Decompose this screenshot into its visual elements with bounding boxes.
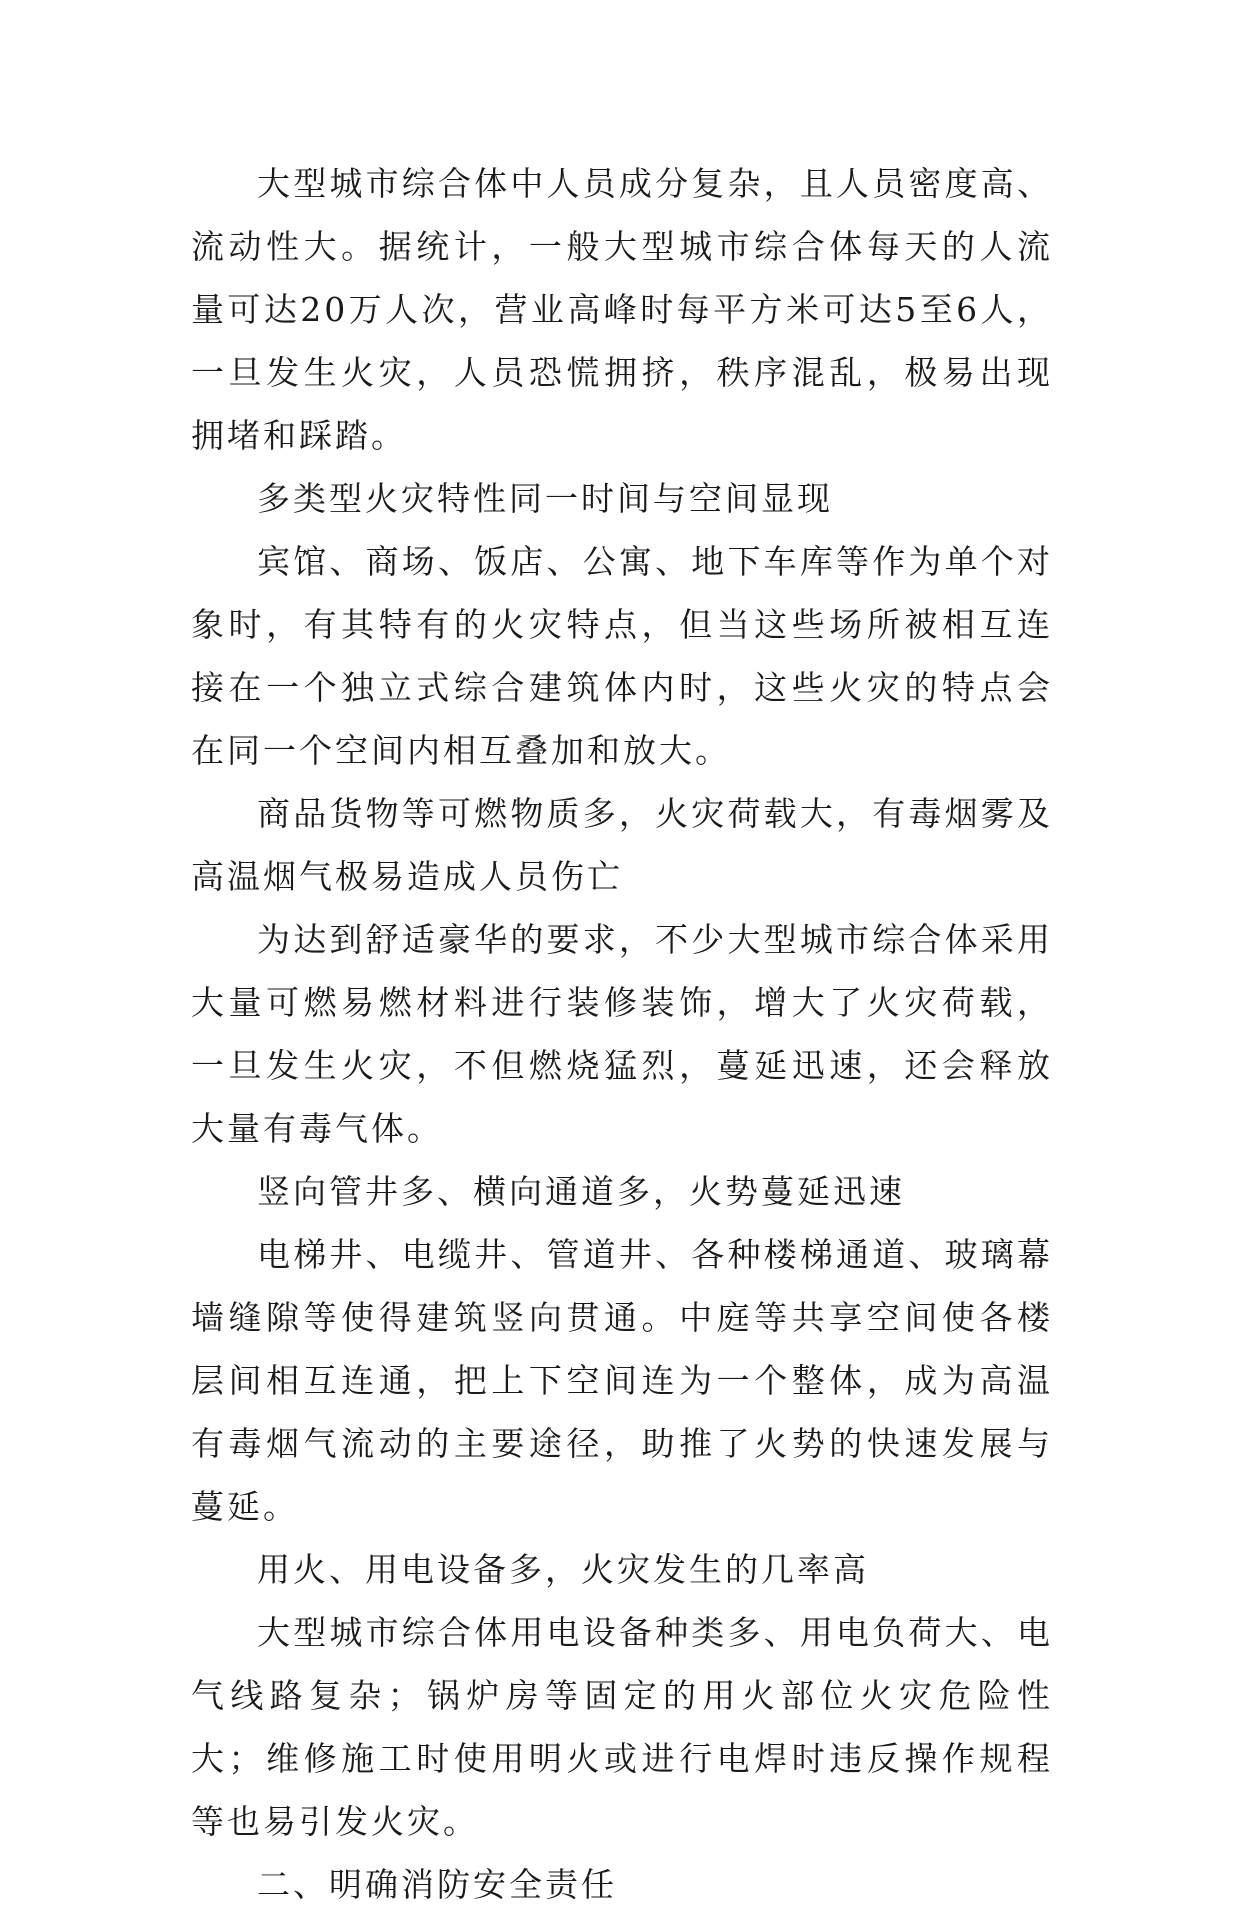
paragraph-crowd-density: 大型城市综合体中人员成分复杂，且人员密度高、流动性大。据统计，一般大型城市综合体每天的人流量可达20万人次，营业高峰时每平方米可达5至6人，一旦发生火灾，人员恐慌拥挤，秩序混乱，极易出现拥堵和踩踏。 [191, 164, 1053, 455]
heading-fire-electric-equipment: 用火、用电设备多，火灾发生的几率高 [257, 1550, 869, 1589]
heading-combustible-load: 商品货物等可燃物质多，火灾荷载大，有毒烟雾及高温烟气极易造成人员伤亡 [191, 794, 1053, 896]
document-page [191, 152, 1053, 1916]
paragraph-fire-electric-equipment: 大型城市综合体用电设备种类多、用电负荷大、电气线路复杂；锅炉房等固定的用火部位火灾危险性大；维修施工时使用明火或进行电焊时违反操作规程等也易引发火灾。 [191, 1613, 1053, 1841]
paragraph-combustible-load: 为达到舒适豪华的要求，不少大型城市综合体采用大量可燃易燃材料进行装修装饰，增大了火灾荷载，一旦发生火灾，不但燃烧猛烈，蔓延迅速，还会释放大量有毒气体。 [191, 920, 1053, 1148]
paragraph-shafts-passages: 电梯井、电缆井、管道井、各种楼梯通道、玻璃幕墙缝隙等使得建筑竖向贯通。中庭等共享空间使各楼层间相互连通，把上下空间连为一个整体，成为高温有毒烟气流动的主要途径，助推了火势的快速发展与蔓延。 [191, 1235, 1053, 1526]
section-heading-fire-safety-responsibility: 二、明确消防安全责任 [257, 1865, 617, 1904]
heading-multi-fire-types: 多类型火灾特性同一时间与空间显现 [257, 479, 833, 518]
heading-shafts-passages: 竖向管井多、横向通道多，火势蔓延迅速 [257, 1172, 905, 1211]
paragraph-multi-fire-types: 宾馆、商场、饭店、公寓、地下车库等作为单个对象时，有其特有的火灾特点，但当这些场所被相互连接在一个独立式综合建筑体内时，这些火灾的特点会在同一个空间内相互叠加和放大。 [191, 542, 1053, 770]
